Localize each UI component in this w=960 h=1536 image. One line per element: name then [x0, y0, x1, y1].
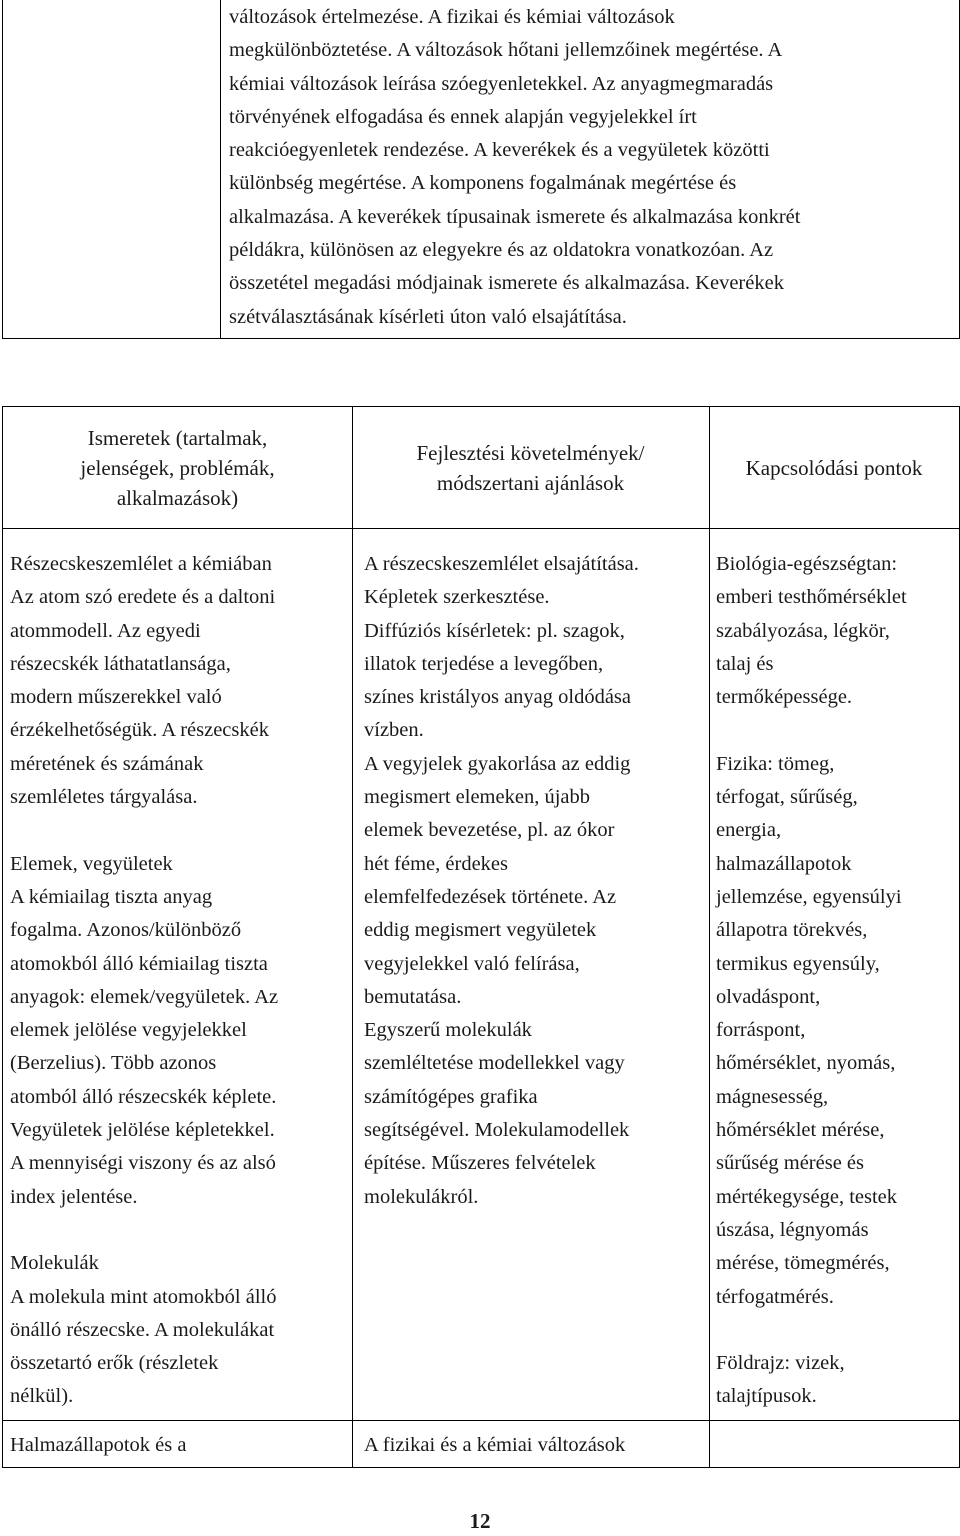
text-line: Biológia-egészségtan:: [716, 553, 898, 575]
text-line: A fizikai és a kémiai változások: [364, 1434, 626, 1456]
text-line: úszása, légnyomás: [716, 1218, 869, 1241]
text-line: molekulákról.: [364, 1185, 479, 1208]
requirements-cell: [364, 548, 709, 1214]
top-table-left-cell: [3, 0, 221, 338]
text-line: mértékegysége, testek: [716, 1185, 898, 1208]
text-line: talaj és: [716, 652, 774, 675]
text-line: szemléltetése modellekkel vagy: [364, 1052, 625, 1075]
text-line: törvényének elfogadása és ennek alapján vegyjelekkel írt: [229, 105, 697, 128]
text-line: Az atom szó eredete és a daltoni: [10, 586, 276, 609]
text-line: Elemek, vegyületek: [10, 852, 173, 875]
text-line: A vegyjelek gyakorlása az eddig: [364, 752, 631, 775]
text-line: atomokból álló kémiailag tiszta: [10, 952, 268, 975]
text-line: összetétel megadási módjainak ismerete és alkalmazása. Keverékek: [229, 272, 784, 295]
text-line: Molekulák: [10, 1252, 99, 1275]
text-line: részecskék láthatatlansága,: [10, 652, 231, 675]
text-line: A molekula mint atomokból álló: [10, 1285, 277, 1308]
top-table: [2, 0, 960, 339]
text-line: Földrajz: vizek,: [716, 1352, 845, 1375]
text-line: Diffúziós kísérletek: pl. szagok,: [364, 619, 625, 642]
header-line: Ismeretek (tartalmak,: [87, 425, 268, 450]
header-line: jelenségek, problémák,: [80, 455, 275, 480]
text-line: elemek jelölése vegyjelekkel: [10, 1019, 247, 1042]
text-line: kémiai változások leírása szóegyenletekkel. Az anyagmegmaradás: [229, 72, 774, 95]
text-line: illatok terjedése a levegőben,: [364, 652, 604, 675]
text-line: (Berzelius). Több azonos: [10, 1052, 217, 1075]
text-line: nélkül).: [10, 1385, 74, 1408]
text-line: termőképessége.: [716, 686, 853, 709]
text-line: térfogat, sűrűség,: [716, 786, 858, 809]
text-line: összetartó erők (részletek: [10, 1352, 219, 1375]
text-line: Képletek szerkesztése.: [364, 586, 550, 609]
text-line: elemek bevezetése, pl. az ókor: [364, 819, 615, 842]
text-line: emberi testhőmérséklet: [716, 586, 907, 609]
text-line: építése. Műszeres felvételek: [364, 1152, 596, 1175]
text-line: termikus egyensúly,: [716, 952, 880, 975]
text-line: elemfelfedezések története. Az: [364, 885, 617, 908]
text-line: energia,: [716, 819, 782, 842]
text-line: példákra, különösen az elegyekre és az oldatokra vonatkozóan. Az: [229, 239, 774, 262]
text-line: A mennyiségi viszony és az alsó: [10, 1152, 276, 1175]
requirements-continuation: [364, 1429, 709, 1462]
text-line: térfogatmérés.: [716, 1285, 834, 1308]
knowledge-block-molecules: [10, 1247, 350, 1413]
text-line: fogalma. Azonos/különböző: [10, 919, 242, 942]
page-number: 12: [469, 1509, 491, 1533]
column-divider: [352, 407, 353, 1467]
text-line: Egyszerű molekulák: [364, 1019, 532, 1042]
header-connections: [709, 407, 959, 528]
connections-block-biology: [716, 548, 958, 714]
knowledge-block-particles: [10, 548, 350, 814]
text-line: állapotra törekvés,: [716, 919, 868, 942]
text-line: olvadáspont,: [716, 985, 821, 1008]
text-line: modern műszerekkel való: [10, 686, 222, 709]
text-line: eddig megismert vegyületek: [364, 919, 597, 942]
text-line: reakcióegyenletek rendezése. A keverékek és a vegyületek közötti: [229, 139, 770, 162]
text-line: érzékelhetőségük. A részecskék: [10, 719, 269, 742]
top-table-right-cell: [229, 1, 954, 334]
header-knowledge: [3, 407, 352, 528]
header-line: alkalmazások): [116, 485, 239, 510]
text-line: forráspont,: [716, 1019, 806, 1042]
text-line: A részecskeszemlélet elsajátítása.: [364, 553, 639, 575]
text-line: hőmérséklet, nyomás,: [716, 1052, 896, 1075]
text-line: anyagok: elemek/vegyületek. Az: [10, 985, 279, 1008]
curriculum-table: [2, 406, 960, 1468]
text-line: hőmérséklet mérése,: [716, 1119, 885, 1142]
text-line: vízben.: [364, 719, 424, 742]
text-line: változások értelmezése. A fizikai és kémiai változások: [229, 6, 675, 28]
header-requirements: [352, 407, 709, 528]
header-line: Fejlesztési követelmények/: [416, 440, 645, 465]
connections-block-geography: [716, 1347, 958, 1414]
text-line: segítségével. Molekulamodellek: [364, 1119, 630, 1142]
text-line: különbség megértése. A komponens fogalmának megértése és: [229, 172, 737, 195]
knowledge-continuation: [10, 1429, 350, 1462]
text-line: mérése, tömegmérés,: [716, 1252, 890, 1275]
text-line: szabályozása, légkör,: [716, 619, 890, 642]
connections-cell: [716, 548, 958, 1414]
text-line: mágnesesség,: [716, 1085, 829, 1108]
text-line: index jelentése.: [10, 1185, 138, 1208]
text-line: atomból álló részecskék képlete.: [10, 1085, 277, 1108]
text-line: szétválasztásának kísérleti úton való elsajátítása.: [229, 305, 627, 328]
text-line: számítógépes grafika: [364, 1085, 538, 1108]
text-line: megkülönböztetése. A változások hőtani jellemzőinek megértése. A: [229, 39, 783, 62]
text-line: színes kristályos anyag oldódása: [364, 686, 632, 709]
text-line: vegyjelekkel való felírása,: [364, 952, 580, 975]
row-divider: [3, 1420, 959, 1421]
text-line: bemutatása.: [364, 985, 462, 1008]
column-divider: [709, 407, 710, 1467]
text-line: önálló részecske. A molekulákat: [10, 1318, 275, 1341]
text-line: Vegyületek jelölése képletekkel.: [10, 1119, 275, 1142]
header-divider: [3, 528, 959, 529]
text-line: Halmazállapotok és a: [10, 1434, 187, 1456]
header-line: módszertani ajánlások: [436, 470, 625, 495]
text-line: A kémiailag tiszta anyag: [10, 885, 213, 908]
knowledge-cell: [10, 548, 350, 1414]
text-line: méretének és számának: [10, 752, 204, 775]
text-line: hét féme, érdekes: [364, 852, 508, 875]
text-line: Részecskeszemlélet a kémiában: [10, 553, 272, 575]
text-line: talajtípusok.: [716, 1385, 817, 1408]
text-line: halmazállapotok: [716, 852, 852, 875]
knowledge-block-elements: [10, 848, 350, 1214]
text-line: alkalmazása. A keverékek típusainak ismerete és alkalmazása konkrét: [229, 205, 801, 228]
text-line: Fizika: tömeg,: [716, 752, 835, 775]
text-line: sűrűség mérése és: [716, 1152, 865, 1175]
connections-block-physics: [716, 748, 958, 1314]
header-line: Kapcsolódási pontok: [745, 455, 923, 480]
text-line: megismert elemeken, újabb: [364, 786, 590, 809]
text-line: jellemzése, egyensúlyi: [716, 885, 902, 908]
text-line: atommodell. Az egyedi: [10, 619, 201, 642]
text-line: szemléletes tárgyalása.: [10, 786, 198, 809]
